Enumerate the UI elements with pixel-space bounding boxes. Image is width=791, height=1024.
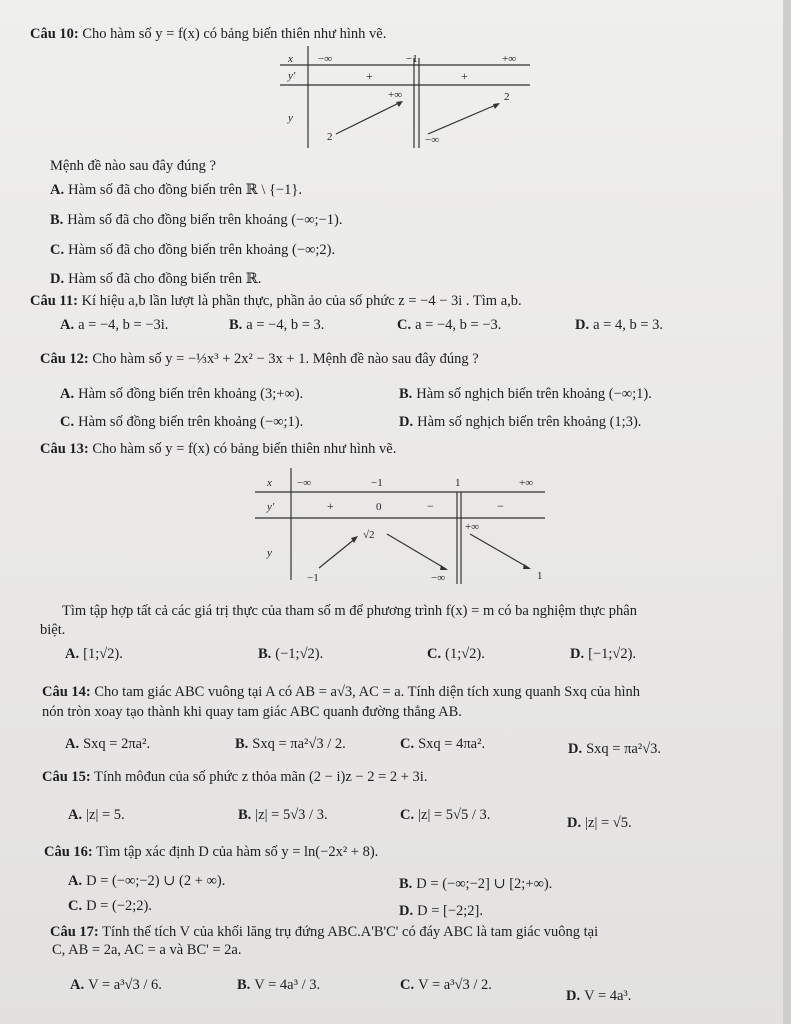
q13-yp-3: − (497, 499, 504, 513)
q11-option-d-text: a = 4, b = 3. (593, 317, 664, 333)
q11-option-a-label: A. (60, 317, 75, 333)
q10-option-a-label: A. (50, 182, 65, 198)
q10-sign-0: + (366, 69, 373, 83)
q13-option-b-label: B. (258, 646, 272, 662)
q10-label: Câu 10: (30, 26, 79, 42)
q10-text: Cho hàm số y = f(x) có bảng biến thiên như hình vẽ. (82, 26, 387, 42)
q13-arrowhead-down-2 (523, 564, 531, 569)
page-edge (783, 0, 791, 1024)
q10-header (30, 25, 386, 43)
q11-option-a-text: a = −4, b = −3i. (78, 317, 169, 333)
q13-yp-0: + (327, 499, 334, 513)
q15-option-c-label: C. (400, 807, 415, 823)
q13-x-1: −1 (371, 477, 383, 489)
q15-option-c-text: |z| = 5√5 / 3. (418, 807, 491, 823)
q11-header (30, 292, 522, 310)
q13-y-2: −1 (307, 572, 319, 584)
q17-option-a-label: A. (70, 977, 85, 993)
q10-row-x: x (288, 53, 293, 65)
q12-option-c[interactable] (60, 413, 303, 431)
q13-x-2: 1 (455, 477, 461, 489)
q14-option-c-label: C. (400, 736, 415, 752)
q10-y-0: +∞ (388, 89, 403, 101)
q15-header (42, 768, 427, 786)
q17-option-a-text: V = a³√3 / 6. (88, 977, 162, 993)
q14-option-a[interactable] (65, 735, 150, 753)
q14-option-c-text: Sxq = 4πa². (418, 736, 486, 752)
q12-option-b[interactable] (399, 385, 652, 403)
q17-option-d-label: D. (566, 988, 581, 1004)
q16-option-c[interactable] (68, 897, 152, 915)
q12-option-a[interactable] (60, 385, 303, 403)
q10-option-b-text: Hàm số đã cho đồng biến trên khoảng (−∞;−1). (67, 212, 343, 228)
q15-option-a-label: A. (68, 807, 83, 823)
q17-option-b-label: B. (237, 977, 251, 993)
q17-option-c-label: C. (400, 977, 415, 993)
q10-row-yp: y' (288, 70, 296, 82)
q14-option-a-label: A. (65, 736, 80, 752)
q12-option-d-text: Hàm số nghịch biến trên khoảng (1;3). (417, 414, 642, 430)
q13-x-0: −∞ (297, 477, 312, 489)
q10-y-2: 2 (327, 131, 333, 143)
q13-label: Câu 13: (40, 441, 89, 457)
q15-option-b-label: B. (238, 807, 252, 823)
q15-option-b[interactable] (238, 806, 328, 824)
q14-header (42, 683, 640, 701)
q13-option-b-text: (−1;√2). (275, 646, 324, 662)
q10-option-b[interactable] (50, 211, 342, 229)
q10-option-d-text: Hàm số đã cho đồng biến trên ℝ. (68, 271, 262, 287)
q13-option-b[interactable] (258, 645, 323, 663)
q14-option-b-label: B. (235, 736, 249, 752)
q17-option-d-text: V = 4a³. (584, 988, 632, 1004)
q13-arrow-down-1 (387, 534, 446, 569)
q12-option-b-text: Hàm số nghịch biến trên khoảng (−∞;1). (416, 386, 652, 402)
q16-option-c-text: D = (−2;2). (86, 898, 152, 914)
q11-option-c[interactable] (397, 316, 501, 334)
q10-option-c-text: Hàm số đã cho đồng biến trên khoảng (−∞;2). (68, 242, 336, 258)
q13-yp-2: − (427, 499, 434, 513)
q17-option-a[interactable] (70, 976, 162, 994)
q14-option-a-text: Sxq = 2πa². (83, 736, 151, 752)
q11-option-d-label: D. (575, 317, 590, 333)
q10-option-c[interactable] (50, 241, 335, 259)
q17-header (50, 923, 598, 941)
q13-arrowhead-down-1 (440, 565, 448, 570)
q10-x-1: −1 (406, 53, 418, 65)
q16-option-b-label: B. (399, 876, 413, 892)
q10-prompt: Mệnh đề nào sau đây đúng ? (50, 158, 216, 174)
q10-arrowhead-2 (493, 103, 500, 109)
q11-option-a[interactable] (60, 316, 168, 334)
q13-y-1: +∞ (465, 521, 480, 533)
q12-option-d-label: D. (399, 414, 414, 430)
q13-y-4: 1 (537, 570, 543, 582)
q10-x-2: +∞ (502, 53, 517, 65)
q15-option-d-label: D. (567, 815, 582, 831)
q17-option-d[interactable] (566, 987, 631, 1005)
q10-option-c-label: C. (50, 242, 65, 258)
q12-header (40, 350, 479, 368)
q10-x-0: −∞ (318, 53, 333, 65)
q13-row-yp: y' (267, 501, 275, 513)
q13-text: Cho hàm số y = f(x) có bảng biến thiên như hình vẽ. (92, 441, 397, 457)
q15-option-c[interactable] (400, 806, 490, 824)
q13-row-y: y (267, 547, 272, 559)
q16-option-d-label: D. (399, 903, 414, 919)
q13-y-3: −∞ (431, 572, 446, 584)
q15-option-b-text: |z| = 5√3 / 3. (255, 807, 328, 823)
q13-row-x: x (267, 477, 272, 489)
q16-option-b[interactable] (399, 875, 552, 893)
q13-y-0: √2 (363, 529, 375, 541)
q11-text: Kí hiệu a,b lần lượt là phần thực, phần ảo của số phức z = −4 − 3i . Tìm a,b. (81, 293, 522, 309)
q16-option-d[interactable] (399, 902, 483, 920)
q13-prompt-line-1: Tìm tập hợp tất cả các giá trị thực của tham số m để phương trình f(x) = m có ba nghiệm thực phân (62, 603, 637, 619)
q12-option-a-text: Hàm số đồng biến trên khoảng (3;+∞). (78, 386, 304, 402)
q15-option-d[interactable] (567, 814, 632, 832)
q11-label: Câu 11: (30, 293, 78, 309)
q11-option-c-text: a = −4, b = −3. (415, 317, 502, 333)
q16-header (44, 843, 378, 861)
q15-text: Tính môđun của số phức z thỏa mãn (2 − i)z − 2 = 2 + 3i. (94, 769, 428, 785)
q10-arrow-up-1 (336, 102, 401, 134)
q14-text-1: Cho tam giác ABC vuông tại A có AB = a√3, AC = a. Tính diện tích xung quanh Sxq của hình (94, 684, 640, 700)
q15-label: Câu 15: (42, 769, 91, 785)
q14-option-c[interactable] (400, 735, 485, 753)
q13-header (40, 440, 396, 458)
q17-option-c[interactable] (400, 976, 492, 994)
q12-option-b-label: B. (399, 386, 413, 402)
q10-option-d-label: D. (50, 271, 65, 287)
q13-option-c-label: C. (427, 646, 442, 662)
q13-option-d-label: D. (570, 646, 585, 662)
q13-option-a-label: A. (65, 646, 80, 662)
q13-variation-table (255, 468, 555, 593)
q16-option-a-label: A. (68, 873, 83, 889)
q10-option-a[interactable] (50, 181, 302, 199)
q13-arrow-down-2 (470, 534, 529, 568)
q15-option-d-text: |z| = √5. (585, 815, 632, 831)
q16-option-a[interactable] (68, 872, 225, 890)
q13-option-c[interactable] (427, 645, 485, 663)
q11-option-b[interactable] (229, 316, 324, 334)
q14-option-d-text: Sxq = πa²√3. (586, 741, 662, 757)
q14-label: Câu 14: (42, 684, 91, 700)
q10-arrow-up-2 (428, 104, 498, 134)
q17-option-b-text: V = 4a³ / 3. (254, 977, 321, 993)
q14-option-d-label: D. (568, 741, 583, 757)
q15-option-a[interactable] (68, 806, 125, 824)
q17-option-b[interactable] (237, 976, 320, 994)
q16-text: Tìm tập xác định D của hàm số y = ln(−2x² + 8). (96, 844, 379, 860)
q17-text-2: C, AB = 2a, AC = a và BC' = 2a. (52, 942, 242, 958)
q10-variation-table (280, 46, 530, 153)
q13-option-d-text: [−1;√2). (588, 646, 637, 662)
q11-option-c-label: C. (397, 317, 412, 333)
q17-label: Câu 17: (50, 924, 99, 940)
q12-option-c-label: C. (60, 414, 75, 430)
q16-option-a-text: D = (−∞;−2) ∪ (2 + ∞). (86, 873, 226, 889)
q14-text-2: nón tròn xoay tạo thành khi quay tam giác ABC quanh đường thẳng AB. (42, 704, 462, 720)
q12-label: Câu 12: (40, 351, 89, 367)
q17-option-c-text: V = a³√3 / 2. (418, 977, 492, 993)
q10-row-y: y (288, 112, 293, 124)
q14-option-b-text: Sxq = πa²√3 / 2. (252, 736, 346, 752)
q13-x-3: +∞ (519, 477, 534, 489)
q11-option-b-label: B. (229, 317, 243, 333)
q10-option-a-text: Hàm số đã cho đồng biến trên ℝ \ {−1}. (68, 182, 302, 198)
q10-option-b-label: B. (50, 212, 64, 228)
q10-y-3: −∞ (425, 134, 440, 146)
q15-option-a-text: |z| = 5. (86, 807, 125, 823)
q16-option-b-text: D = (−∞;−2] ∪ [2;+∞). (416, 876, 553, 892)
q13-option-a-text: [1;√2). (83, 646, 123, 662)
q10-y-1: 2 (504, 91, 510, 103)
q10-sign-1: + (461, 69, 468, 83)
q13-yp-1: 0 (376, 501, 382, 513)
q12-option-c-text: Hàm số đồng biến trên khoảng (−∞;1). (78, 414, 304, 430)
q17-text-1: Tính thể tích V của khối lăng trụ đứng ABC.A'B'C' có đáy ABC là tam giác vuông tại (102, 924, 599, 940)
q13-option-d[interactable] (570, 645, 636, 663)
q11-option-d[interactable] (575, 316, 663, 334)
q14-option-d[interactable] (568, 740, 661, 758)
q13-option-c-text: (1;√2). (445, 646, 485, 662)
q13-option-a[interactable] (65, 645, 123, 663)
q11-option-b-text: a = −4, b = 3. (246, 317, 325, 333)
q10-option-d[interactable] (50, 270, 261, 288)
q16-option-d-text: D = [−2;2]. (417, 903, 483, 919)
q16-option-c-label: C. (68, 898, 83, 914)
q16-label: Câu 16: (44, 844, 93, 860)
q12-text: Cho hàm số y = −⅓x³ + 2x² − 3x + 1. Mệnh đề nào sau đây đúng ? (92, 351, 479, 367)
q14-option-b[interactable] (235, 735, 346, 753)
q13-arrow-up (319, 538, 356, 568)
q12-option-a-label: A. (60, 386, 75, 402)
q13-prompt-line-2: biệt. (40, 622, 66, 638)
q12-option-d[interactable] (399, 413, 641, 431)
